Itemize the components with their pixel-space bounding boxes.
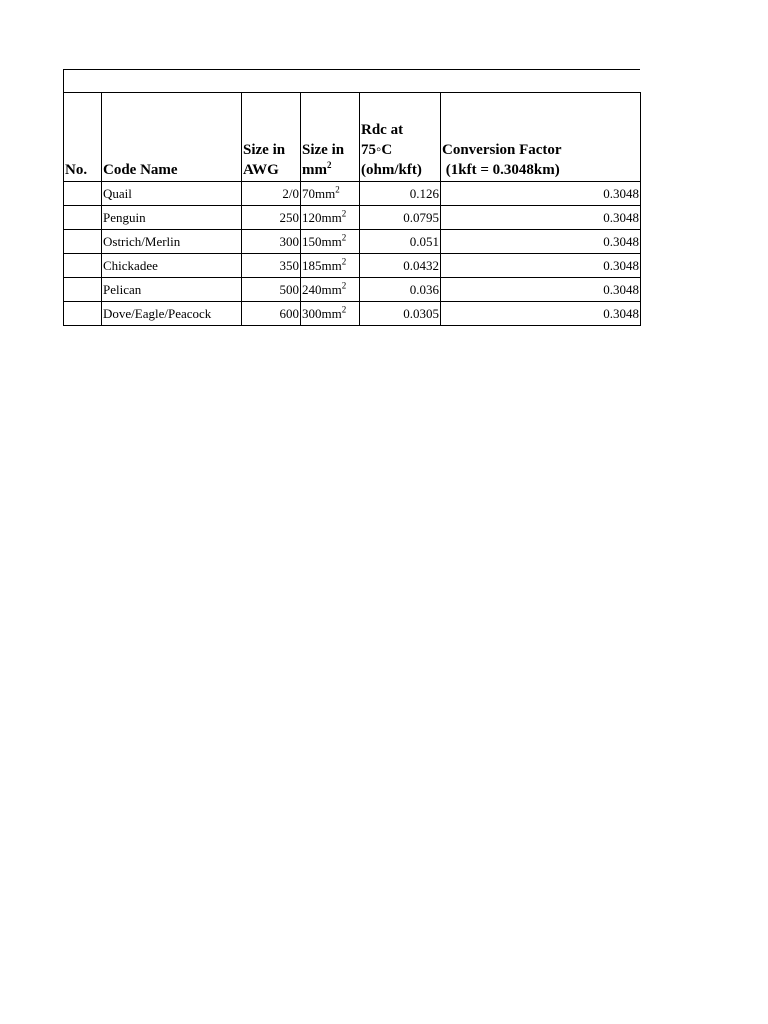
cell-awg: 250 [242, 206, 301, 230]
cell-code-name: Penguin [102, 206, 242, 230]
header-code-name: Code Name [102, 93, 242, 182]
cell-no [64, 230, 102, 254]
cell-no [64, 278, 102, 302]
header-size-awg: Size in AWG [242, 93, 301, 182]
cell-mm2: $185mm^2$ [301, 254, 360, 278]
cell-code-name: Quail [102, 182, 242, 206]
cell-rdc: 0.0305 [360, 302, 441, 326]
cell-conversion: 0.3048 [441, 230, 641, 254]
cell-rdc: 0.036 [360, 278, 441, 302]
cell-awg: 300 [242, 230, 301, 254]
cell-conversion: 0.3048 [441, 182, 641, 206]
spreadsheet-page [63, 69, 640, 326]
cell-conversion: 0.3048 [441, 278, 641, 302]
header-no: No. [64, 93, 102, 182]
table-row [64, 254, 641, 278]
header-row [64, 93, 641, 182]
cell-mm2: $240mm^2$ [301, 278, 360, 302]
cell-mm2: $150mm^2$ [301, 230, 360, 254]
cell-no [64, 254, 102, 278]
cell-no [64, 182, 102, 206]
header-size-mm2: Size in $mm^2$ [301, 93, 360, 182]
table-row [64, 230, 641, 254]
cell-code-name: Pelican [102, 278, 242, 302]
cell-rdc: 0.051 [360, 230, 441, 254]
cell-awg: 2/0 [242, 182, 301, 206]
cell-awg: 500 [242, 278, 301, 302]
cell-conversion: 0.3048 [441, 254, 641, 278]
cell-mm2: $300mm^2$ [301, 302, 360, 326]
cell-mm2: $70mm^2$ [301, 182, 360, 206]
cell-rdc: 0.126 [360, 182, 441, 206]
cell-conversion: 0.3048 [441, 206, 641, 230]
cell-code-name: Ostrich/Merlin [102, 230, 242, 254]
table-row [64, 182, 641, 206]
table-row [64, 278, 641, 302]
table-row [64, 206, 641, 230]
cell-awg: 350 [242, 254, 301, 278]
cell-rdc: 0.0795 [360, 206, 441, 230]
cell-conversion: 0.3048 [441, 302, 641, 326]
cell-no [64, 206, 102, 230]
table-row [64, 302, 641, 326]
header-rdc: Rdc at 75◦C (ohm/kft) [360, 93, 441, 182]
cell-mm2: $120mm^2$ [301, 206, 360, 230]
cell-awg: 600 [242, 302, 301, 326]
cell-code-name: Chickadee [102, 254, 242, 278]
table-title-row [63, 69, 640, 93]
conductor-table [63, 92, 641, 326]
header-conversion-factor: Conversion Factor (1kft = 0.3048km) [441, 93, 641, 182]
cell-no [64, 302, 102, 326]
cell-rdc: 0.0432 [360, 254, 441, 278]
cell-code-name: Dove/Eagle/Peacock [102, 302, 242, 326]
